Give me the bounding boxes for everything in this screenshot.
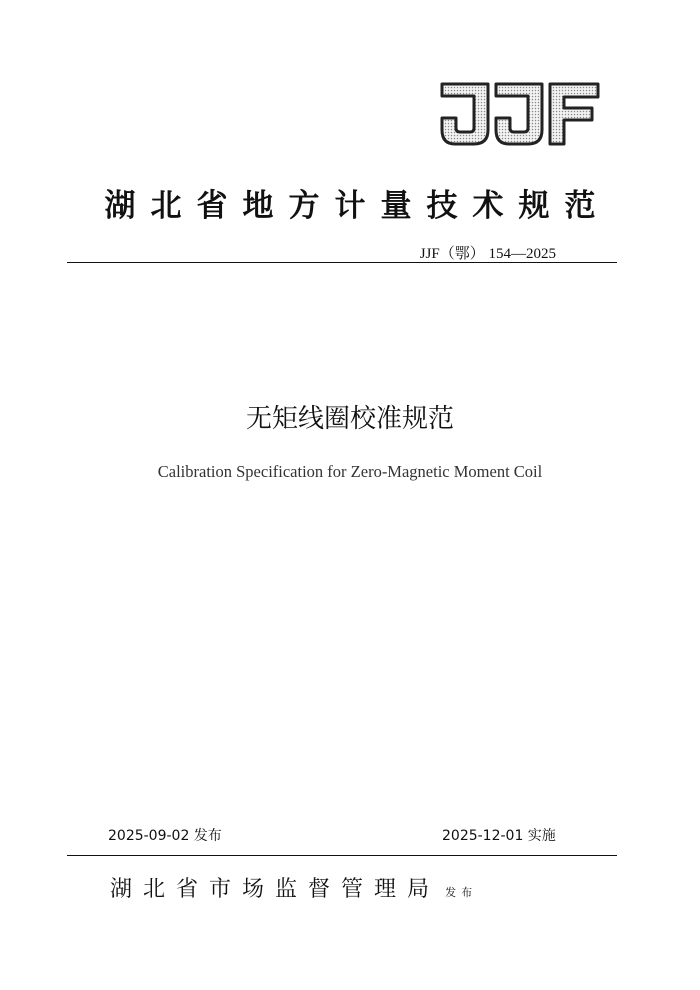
standard-type: 湖北省地方计量技术规范 <box>104 188 611 224</box>
issuer-name: 湖北省市场监督管理局 <box>110 877 441 902</box>
footer-divider <box>67 855 617 856</box>
logo-text: JJF <box>520 148 522 149</box>
document-title-zh: 无矩线圈校准规范 <box>245 404 454 434</box>
standard-number: JJF（鄂） 154—2025 <box>419 246 556 262</box>
release-date: 2025-09-02 发布 <box>108 828 222 844</box>
implementation-date: 2025-12-01 实施 <box>442 828 556 844</box>
issuer <box>110 872 477 903</box>
header-divider <box>67 262 617 263</box>
jjf-logo <box>438 80 602 150</box>
issuer-suffix: 发布 <box>445 886 478 899</box>
document-title-en: Calibration Specification for Zero-Magnetic Moment Coil <box>157 462 543 481</box>
